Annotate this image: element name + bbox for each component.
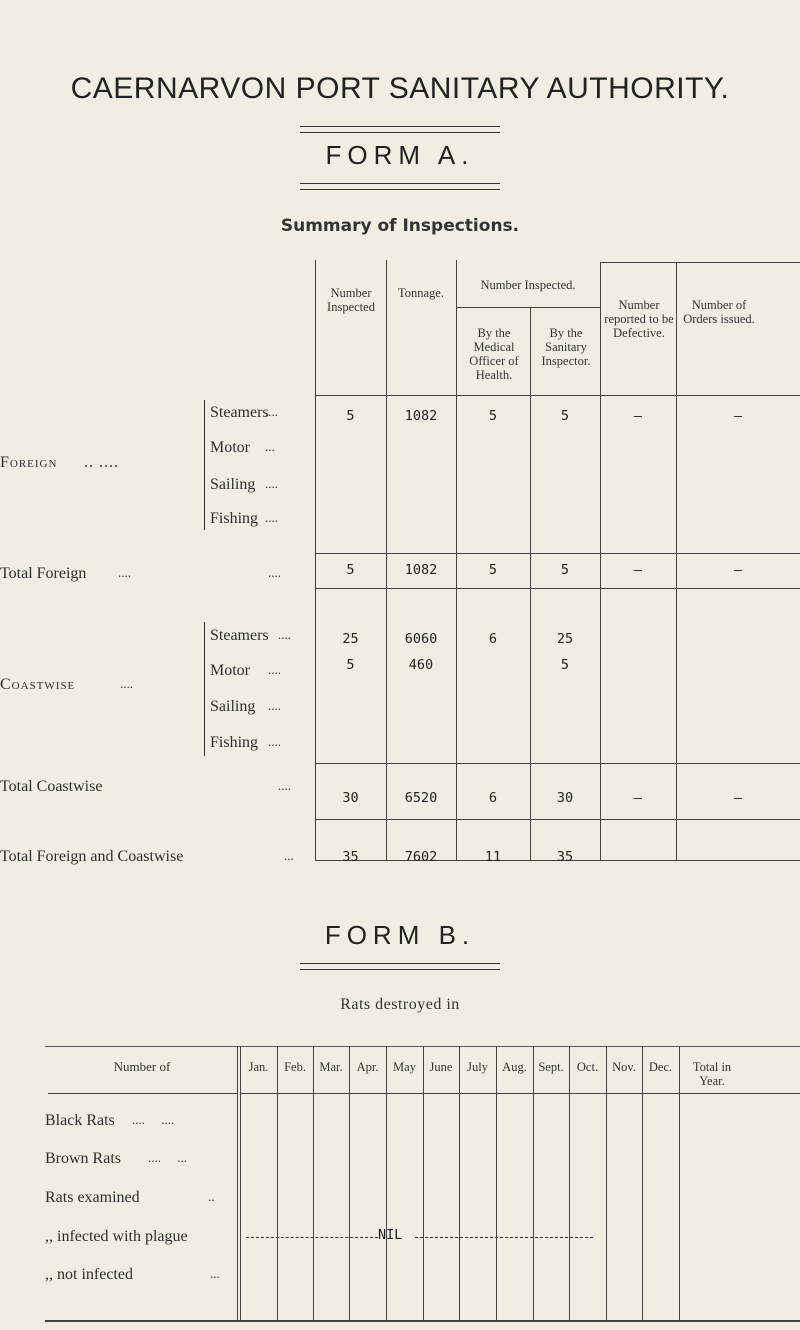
header-month-june: June [429, 1060, 453, 1074]
total-foreign-moh: 5 [488, 562, 498, 578]
total-coastwise-tonnage: 6520 [404, 790, 438, 806]
foreign-steamers-tonnage: 1082 [404, 408, 438, 424]
double-rule [300, 126, 500, 133]
row-not-infected: ,, not infected [45, 1266, 133, 1283]
coastwise-motor-tonnage: 460 [408, 657, 434, 673]
header-month-may: May [393, 1060, 416, 1074]
header-month-dec: Dec. [648, 1060, 673, 1074]
total-foreign-number: 5 [346, 562, 355, 578]
total-coastwise-number: 30 [342, 790, 359, 806]
nil-marker: NIL [378, 1227, 403, 1243]
coastwise-steamers-moh: 6 [488, 631, 498, 647]
coastwise-steamers-label: Steamers [210, 627, 269, 644]
total-coastwise-label: Total Coastwise [0, 778, 103, 795]
header-month-oct: Oct. [576, 1060, 599, 1074]
foreign-label: Foreign [0, 454, 58, 471]
coastwise-steamers-number: 25 [342, 631, 359, 647]
leader-dots: .... [278, 778, 291, 793]
leader-dots: ... [210, 1266, 220, 1281]
total-coastwise-moh: 6 [488, 790, 498, 806]
leader-dots: .... [118, 565, 131, 580]
header-tonnage: Tonnage. [398, 286, 444, 300]
total-foreign-si: 5 [560, 562, 570, 578]
foreign-steamers-moh: 5 [488, 408, 498, 424]
header-month-sept: Sept. [538, 1060, 564, 1074]
row-infected: ,, infected with plague [45, 1228, 188, 1245]
nil-dash-right [415, 1237, 593, 1238]
row-brown-rats: Brown Rats [45, 1150, 121, 1167]
double-rule [300, 183, 500, 190]
foreign-brace [199, 400, 205, 530]
header-month-mar: Mar. [319, 1060, 343, 1074]
leader-dots: .... .... [132, 1112, 175, 1127]
total-all-number: 35 [342, 849, 359, 865]
rats-destroyed-subtitle: Rats destroyed in [340, 996, 460, 1013]
header-defective: Number reported to be Defective. [604, 298, 674, 340]
row-rats-examined: Rats examined [45, 1189, 140, 1206]
leader-dots: .... [265, 510, 278, 525]
leader-dots: .... [278, 627, 291, 642]
foreign-sailing-label: Sailing [210, 476, 256, 493]
double-rule [300, 963, 500, 970]
total-coastwise-defective: – [633, 790, 643, 806]
leader-dots: .... [265, 476, 278, 491]
total-all-si: 35 [556, 849, 574, 865]
coastwise-steamers-tonnage: 6060 [404, 631, 438, 647]
header-orders: Number of Orders issued. [683, 298, 755, 326]
leader-dots: .... [268, 698, 281, 713]
coastwise-motor-label: Motor [210, 662, 250, 679]
form-b-heading: FORM B. [324, 920, 476, 950]
foreign-steamers-label: Steamers [210, 404, 269, 421]
header-total-in-year: Total in Year. [692, 1060, 732, 1088]
leader-dots: ... [265, 439, 275, 454]
foreign-steamers-orders: – [733, 408, 743, 424]
summary-title: Summary of Inspections. [280, 216, 520, 236]
foreign-steamers-defective: – [633, 408, 643, 424]
header-month-apr: Apr. [356, 1060, 379, 1074]
header-by-si: By the Sanitary Inspector. [541, 326, 591, 368]
leader-dots: .... [120, 676, 133, 691]
foreign-fishing-label: Fishing [210, 510, 259, 527]
total-all-tonnage: 7602 [404, 849, 438, 865]
header-by-moh: By the Medical Officer of Health. [469, 326, 519, 382]
foreign-steamers-number: 5 [346, 408, 355, 424]
header-number-inspected: Number Inspected [327, 286, 375, 314]
form-a-heading: FORM A. [325, 140, 475, 170]
nil-dash-left [246, 1237, 378, 1238]
total-coastwise-orders: – [733, 790, 743, 806]
header-number-inspected-group: Number Inspected. [480, 278, 576, 292]
leader-dots: .... [265, 404, 278, 419]
total-coastwise-si: 30 [556, 790, 574, 806]
coastwise-label: Coastwise [0, 676, 76, 693]
leader-dots: .. [208, 1189, 215, 1204]
foreign-steamers-si: 5 [560, 408, 570, 424]
coastwise-brace [199, 622, 205, 756]
total-all-label: Total Foreign and Coastwise [0, 848, 184, 865]
leader-dots: .... [268, 662, 281, 677]
foreign-motor-label: Motor [210, 439, 250, 456]
total-foreign-defective: – [633, 562, 643, 578]
leader-dots: ... [284, 848, 294, 863]
row-black-rats: Black Rats [45, 1112, 115, 1129]
coastwise-steamers-si: 25 [556, 631, 574, 647]
leader-dots: .... [268, 565, 281, 580]
total-all-moh: 11 [484, 849, 502, 865]
coastwise-motor-number: 5 [346, 657, 355, 673]
total-foreign-tonnage: 1082 [404, 562, 438, 578]
total-foreign-orders: – [733, 562, 743, 578]
coastwise-fishing-label: Fishing [210, 734, 259, 751]
coastwise-sailing-label: Sailing [210, 698, 256, 715]
header-month-nov: Nov. [612, 1060, 636, 1074]
header-month-feb: Feb. [284, 1060, 306, 1074]
header-number-of: Number of [113, 1059, 171, 1074]
leader-dots: .... [268, 734, 281, 749]
leader-dots: .... ... [148, 1150, 187, 1165]
header-month-aug: Aug. [502, 1060, 527, 1074]
page-title: CAERNARVON PORT SANITARY AUTHORITY. [70, 72, 730, 105]
total-foreign-label: Total Foreign [0, 565, 87, 582]
header-month-july: July [467, 1060, 488, 1074]
header-month-jan: Jan. [248, 1060, 269, 1074]
coastwise-motor-si: 5 [560, 657, 570, 673]
foreign-dots: .. .... [84, 454, 119, 471]
